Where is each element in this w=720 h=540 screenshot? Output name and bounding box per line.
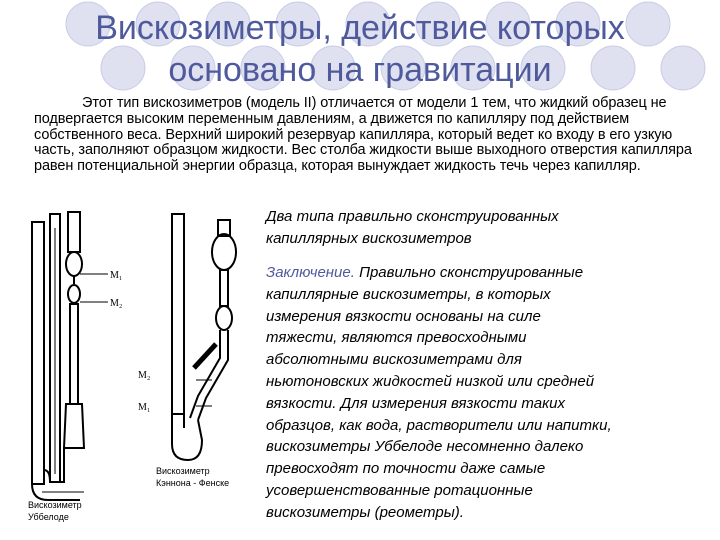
conclusion-line: абсолютными вискозиметрами для xyxy=(266,351,522,369)
conclusion-line: усовершенствованные ротационные xyxy=(266,481,533,499)
label-cannon-line2: Кэннона - Фенске xyxy=(156,478,230,488)
slide-title-line-1: Вискозиметры, действие которых xyxy=(95,9,625,47)
label-m2-left: M₂ xyxy=(110,298,123,309)
slide-title-line-2: основано на гравитации xyxy=(168,51,552,89)
label-cannon-line1: Вискозиметр xyxy=(156,466,210,476)
cannon-fenske-viscometer xyxy=(172,214,236,460)
conclusion-line: вязкости. Для измерения вязкости таких xyxy=(266,394,566,412)
label-m1-left: M₁ xyxy=(110,270,123,281)
conclusion-line: Правильно сконструированные xyxy=(354,264,584,281)
conclusion-block xyxy=(266,262,711,524)
label-m1-right: M₁ xyxy=(138,402,151,413)
caption-line: капиллярных вискозиметров xyxy=(266,229,472,247)
conclusion-line: измерения вязкости основаны на силе xyxy=(266,307,541,325)
diagram-caption xyxy=(266,206,711,250)
conclusion-line: образцов, как вода, растворители или напитки, xyxy=(266,416,612,434)
conclusion-line: вискозиметры (реометры). xyxy=(266,503,464,521)
conclusion-line: капиллярные вискозиметры, в которых xyxy=(266,285,551,303)
label-ubbelohde-line1: Вискозиметр xyxy=(28,500,82,510)
ubbelohde-viscometer xyxy=(32,212,108,500)
viscometers-diagram xyxy=(22,208,258,530)
conclusion-line: ньютоновских жидкостей низкой или средней xyxy=(266,372,595,390)
conclusion-line: превосходят по точности даже самые xyxy=(266,460,546,478)
conclusion-heading: Заключение. xyxy=(266,264,355,281)
intro-paragraph: Этот тип вискозиметров (модель II) отличается от модели 1 тем, что жидкий образец не подвергается высоким переменным давлениям, а движется по капилляру под действием собственного веса. Верхний широкий резервуар капилляра, который ведет ко входу в его узкую часть, заполняют образцом жидкости. Вес столба жидкости выше выходного отверстия капилляра равен потенциальной энергии образца, которая вынуждает жидкость течь через капилляр. xyxy=(34,95,692,175)
conclusion-line: вискозиметры Уббелоде несомненно далеко xyxy=(266,438,584,456)
label-m2-right: M₂ xyxy=(138,370,151,381)
label-ubbelohde-line2: Уббелоде xyxy=(28,512,69,522)
conclusion-line: тяжести, являются превосходными xyxy=(266,329,527,347)
caption-line: Два типа правильно сконструированных xyxy=(266,208,559,225)
